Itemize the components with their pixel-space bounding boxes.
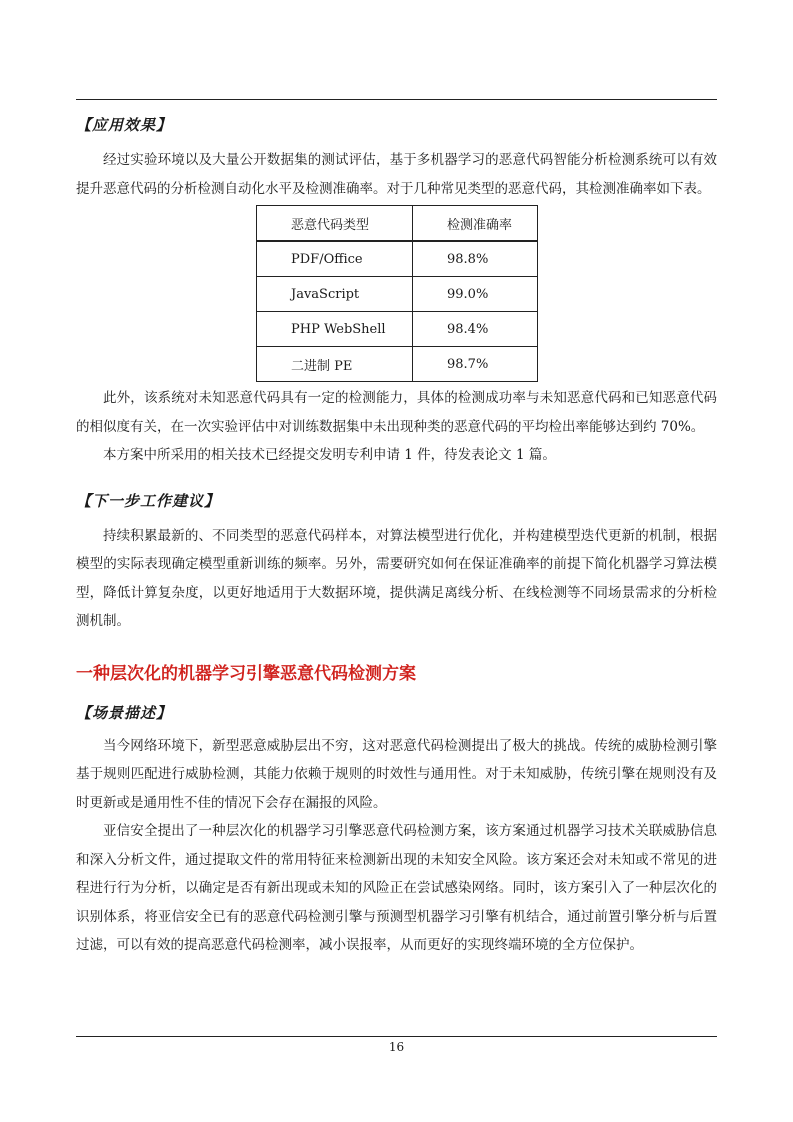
table-header-type: 恶意代码类型 [257, 206, 413, 242]
unknown-malware-paragraph: 此外，该系统对未知恶意代码具有一定的检测能力，具体的检测成功率与未知恶意代码和已知恶意代码的相似度有关，在一次实验评估中对训练数据集中未出现种类的恶意代码的平均检出率能够达到约 70%。 [76, 390, 717, 435]
scenario-paragraph-2: 亚信安全提出了一种层次化的机器学习引擎恶意代码检测方案，该方案通过机器学习技术关联威胁信息和深入分析文件，通过提取文件的常用特征来检测新出现的未知安全风险。该方案还会对未知或不常见的进程进行行为分析，以确定是否有新出现或未知的风险正在尝试感染网络。同时，该方案引入了一种层次化的识别体系，将亚信安全已有的恶意代码检测引擎与预测型机器学习引擎有机结合，通过前置引擎分析与后置过滤，可以有效的提高恶意代码检测率，减小误报率，从而更好的实现终端环境的全方位保护。 [76, 823, 717, 953]
table-cell-type: PHP WebShell [257, 312, 413, 347]
table-row [257, 277, 538, 312]
table-cell-accuracy: 98.7% [413, 347, 538, 382]
table-header-accuracy: 检测准确率 [413, 206, 538, 242]
table-cell-type: PDF/Office [257, 241, 413, 277]
table-cell-type: JavaScript [257, 277, 413, 312]
detection-accuracy-table [256, 205, 538, 382]
footer-rule [76, 1036, 717, 1037]
page-content [76, 112, 717, 960]
scenario-heading: 【场景描述】 [76, 703, 173, 722]
table-row [257, 347, 538, 382]
table-row [257, 241, 538, 277]
header-rule [76, 99, 717, 100]
application-effect-heading: 【应用效果】 [76, 116, 173, 134]
patent-paragraph: 本方案中所采用的相关技术已经提交发明专利申请 1 件，待发表论文 1 篇。 [103, 447, 556, 463]
table-cell-accuracy: 98.8% [413, 241, 538, 277]
next-steps-heading: 【下一步工作建议】 [76, 491, 221, 510]
table-cell-accuracy: 98.4% [413, 312, 538, 347]
scenario-paragraph-1: 当今网络环境下，新型恶意威胁层出不穷，这对恶意代码检测提出了极大的挑战。传统的威胁检测引擎基于规则匹配进行威胁检测，其能力依赖于规则的时效性与通用性。对于未知威胁，传统引擎在规则没有及时更新或是通用性不佳的情况下会存在漏报的风险。 [76, 737, 717, 811]
table-header-row [257, 206, 538, 242]
section-title: 一种层次化的机器学习引擎恶意代码检测方案 [76, 663, 416, 684]
table-cell-type: 二进制 PE [257, 347, 413, 382]
page-number: 16 [388, 1040, 405, 1054]
table-row [257, 312, 538, 347]
application-effect-paragraph: 经过实验环境以及大量公开数据集的测试评估，基于多机器学习的恶意代码智能分析检测系统可以有效提升恶意代码的分析检测自动化水平及检测准确率。对于几种常见类型的恶意代码，其检测准确率如下表。 [76, 152, 717, 197]
next-steps-paragraph: 持续积累最新的、不同类型的恶意代码样本，对算法模型进行优化，并构建模型迭代更新的机制，根据模型的实际表现确定模型重新训练的频率。另外，需要研究如何在保证准确率的前提下简化机器学习算法模型，降低计算复杂度，以更好地适用于大数据环境，提供满足离线分析、在线检测等不同场景需求的分析检测机制。 [76, 527, 717, 629]
table-cell-accuracy: 99.0% [413, 277, 538, 312]
